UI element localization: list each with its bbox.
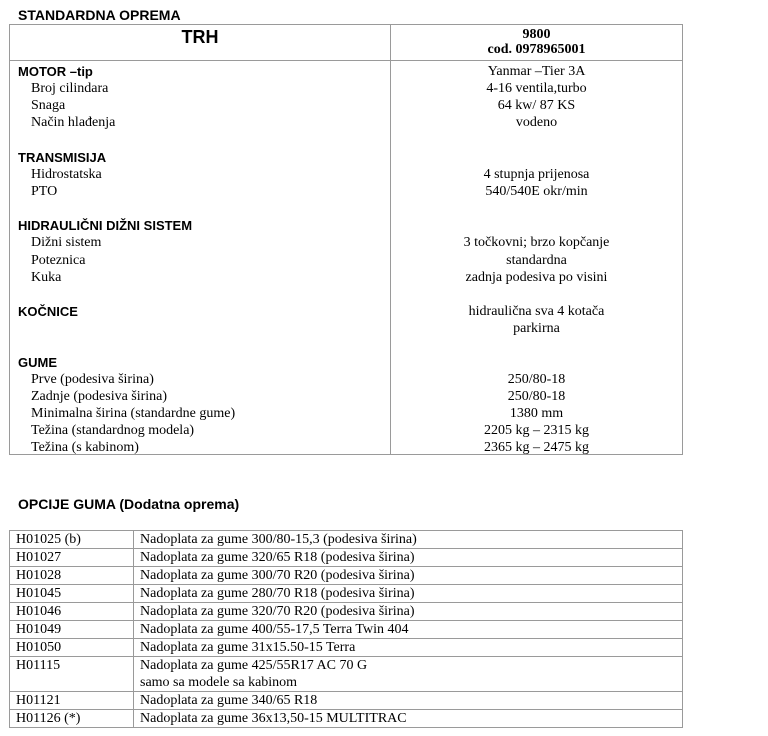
spec-label: Način hlađenja xyxy=(31,115,116,130)
spec-label: Zadnje (podesiva širina) xyxy=(31,389,168,404)
option-code: H01046 xyxy=(10,603,134,621)
spec-row xyxy=(10,149,682,166)
spec-section-label: MOTOR –tip xyxy=(18,64,93,79)
spec-value: standardna xyxy=(506,253,567,268)
tire-options-table xyxy=(9,530,683,728)
spec-row xyxy=(10,371,682,388)
spec-label: Težina (s kabinom) xyxy=(31,440,139,455)
spec-value: hidraulična sva 4 kotača xyxy=(468,304,605,319)
spec-label: Poteznica xyxy=(31,253,86,268)
model-code: cod. 0978965001 xyxy=(487,42,586,57)
spec-row xyxy=(10,166,682,183)
option-code: H01050 xyxy=(10,639,134,657)
table-row xyxy=(10,710,683,728)
option-code: H01126 (*) xyxy=(10,710,134,728)
table-row xyxy=(10,657,683,692)
spec-row xyxy=(10,422,682,439)
spec-label: Snaga xyxy=(31,98,66,113)
spec-row xyxy=(10,114,682,131)
spec-row xyxy=(10,63,682,80)
option-description: Nadoplata za gume 300/80-15,3 (podesiva širina) xyxy=(134,531,683,549)
option-code: H01115 xyxy=(10,657,134,692)
table-row xyxy=(10,692,683,710)
model-number: 9800 xyxy=(522,27,551,42)
spec-value: 2365 kg – 2475 kg xyxy=(484,440,589,455)
spec-label: Hidrostatska xyxy=(31,167,102,182)
spec-section-label: TRANSMISIJA xyxy=(18,150,107,165)
model-title: TRH xyxy=(181,27,219,47)
spec-section-label: KOČNICE xyxy=(18,304,78,319)
spec-row xyxy=(10,439,682,456)
spec-label: Kuka xyxy=(31,270,62,285)
model-code-block xyxy=(391,27,682,57)
option-description: Nadoplata za gume 300/70 R20 (podesiva širina) xyxy=(134,567,683,585)
spec-row xyxy=(10,234,682,251)
option-code: H01027 xyxy=(10,549,134,567)
spec-value: 1380 mm xyxy=(509,406,564,421)
option-description: Nadoplata za gume 340/65 R18 xyxy=(134,692,683,710)
spec-value: 4 stupnja prijenosa xyxy=(483,167,590,182)
table-row xyxy=(10,585,683,603)
table-row xyxy=(10,567,683,585)
table-row xyxy=(10,621,683,639)
option-code: H01045 xyxy=(10,585,134,603)
spec-row xyxy=(10,320,682,337)
option-description: Nadoplata za gume 400/55-17,5 Terra Twin 404 xyxy=(134,621,683,639)
spec-label: PTO xyxy=(31,184,58,199)
spec-value: 250/80-18 xyxy=(507,389,566,404)
spec-value: Yanmar –Tier 3A xyxy=(487,64,586,79)
tire-options-heading: OPCIJE GUMA (Dodatna oprema) xyxy=(18,496,240,512)
option-description: Nadoplata za gume 320/65 R18 (podesiva širina) xyxy=(134,549,683,567)
spec-row xyxy=(10,252,682,269)
spec-value: 250/80-18 xyxy=(507,372,566,387)
spec-row xyxy=(10,97,682,114)
spec-value: 64 kw/ 87 KS xyxy=(497,98,576,113)
option-description: Nadoplata za gume 36x13,50-15 MULTITRAC xyxy=(134,710,683,728)
spec-label: Minimalna širina (standardne gume) xyxy=(31,406,236,421)
spec-label: Broj cilindara xyxy=(31,81,109,96)
spec-value: 2205 kg – 2315 kg xyxy=(484,423,589,438)
option-description-note: samo sa modele sa kabinom xyxy=(140,675,298,690)
spec-row xyxy=(10,303,682,320)
spec-row xyxy=(10,183,682,200)
spec-section-label: HIDRAULIČNI DIŽNI SISTEM xyxy=(18,218,193,233)
option-description-line: Nadoplata za gume 425/55R17 AC 70 G xyxy=(140,658,368,673)
table-row xyxy=(10,639,683,657)
table-row xyxy=(10,603,683,621)
option-description xyxy=(134,657,683,692)
option-description: Nadoplata za gume 280/70 R18 (podesiva širina) xyxy=(134,585,683,603)
spec-value: parkirna xyxy=(513,321,560,336)
option-code: H01025 (b) xyxy=(10,531,134,549)
header-divider xyxy=(10,60,682,61)
standard-equipment-heading: STANDARDNA OPREMA xyxy=(18,7,181,23)
spec-value: zadnja podesiva po visini xyxy=(465,270,608,285)
option-description: Nadoplata za gume 31x15.50-15 Terra xyxy=(134,639,683,657)
spec-row xyxy=(10,354,682,371)
spec-value: 4-16 ventila,turbo xyxy=(486,81,587,96)
spec-row xyxy=(10,388,682,405)
spec-row xyxy=(10,80,682,97)
option-code: H01121 xyxy=(10,692,134,710)
spec-section-label: GUME xyxy=(18,355,57,370)
spec-value: 540/540E okr/min xyxy=(485,184,588,199)
spec-table xyxy=(9,24,683,455)
spec-label: Težina (standardnog modela) xyxy=(31,423,195,438)
spec-label: Dižni sistem xyxy=(31,235,102,250)
table-row xyxy=(10,549,683,567)
option-code: H01028 xyxy=(10,567,134,585)
option-code: H01049 xyxy=(10,621,134,639)
spec-row xyxy=(10,217,682,234)
spec-value: 3 točkovni; brzo kopčanje xyxy=(463,235,610,250)
option-description: Nadoplata za gume 320/70 R20 (podesiva širina) xyxy=(134,603,683,621)
spec-row xyxy=(10,405,682,422)
spec-row xyxy=(10,269,682,286)
table-row xyxy=(10,531,683,549)
spec-value: vodeno xyxy=(515,115,558,130)
spec-label: Prve (podesiva širina) xyxy=(31,372,154,387)
